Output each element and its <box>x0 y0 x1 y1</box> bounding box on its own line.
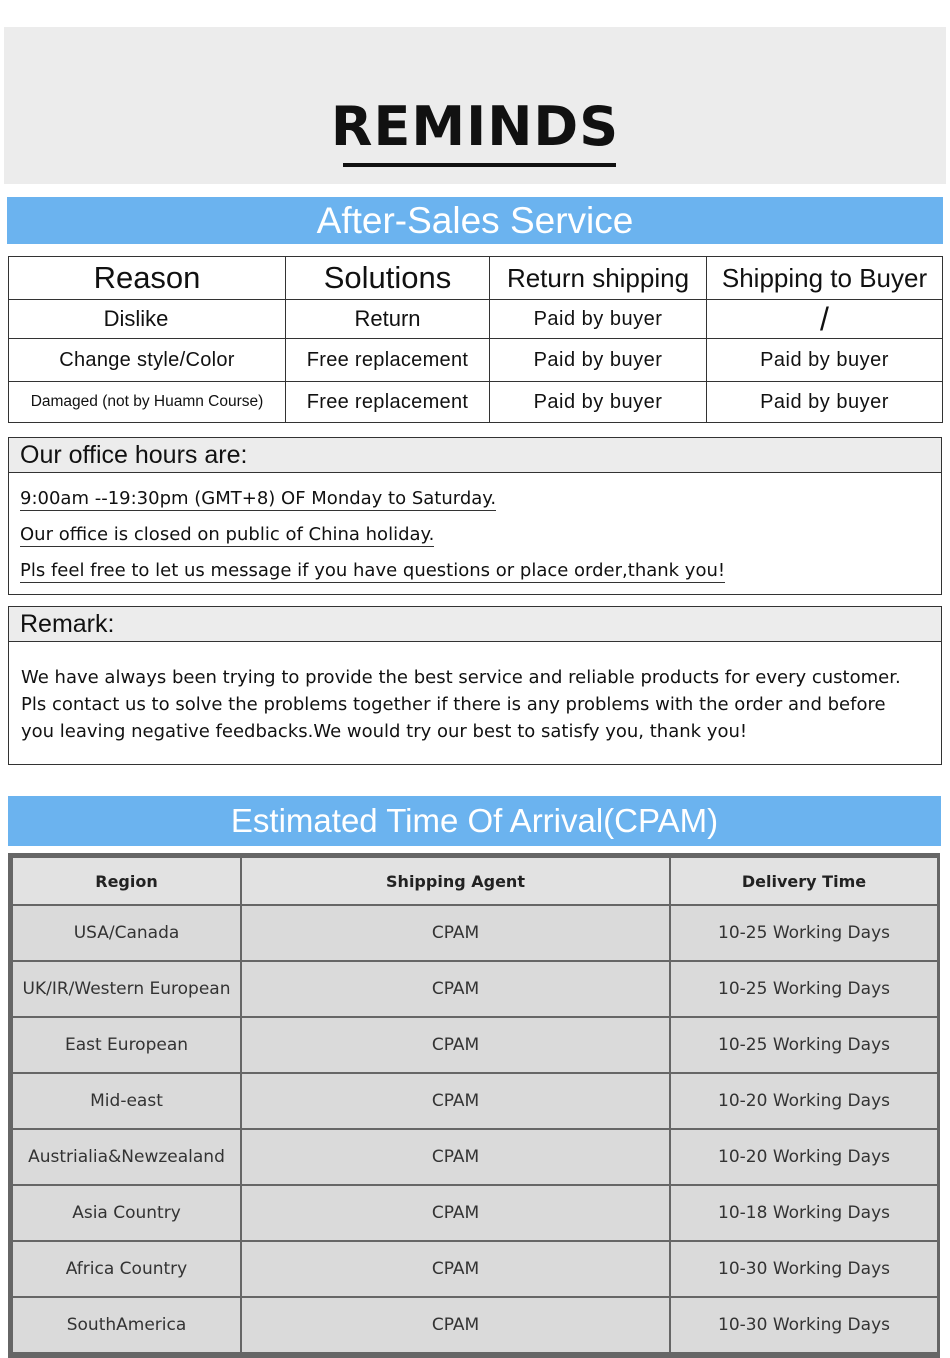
cell-region: Asia Country <box>12 1185 241 1241</box>
cell-region: SouthAmerica <box>12 1297 241 1353</box>
cell-return-shipping: Paid by buyer <box>490 300 707 339</box>
cell-region: UK/IR/Western European <box>12 961 241 1017</box>
table-row <box>9 300 943 339</box>
eta-title: Estimated Time Of Arrival(CPAM) <box>8 796 941 846</box>
remark-line: Pls contact us to solve the problems together if there is any problems with the order and before <box>21 694 886 715</box>
table-row <box>12 905 938 961</box>
header-reason: Reason <box>9 257 286 300</box>
cell-agent: CPAM <box>241 1241 670 1297</box>
cell-delivery: 10-30 Working Days <box>670 1297 938 1353</box>
banner-underline <box>343 163 616 167</box>
remark-box <box>8 606 942 765</box>
table-row <box>12 1241 938 1297</box>
office-hours-line: Pls feel free to let us message if you have questions or place order,thank you! <box>20 560 726 581</box>
cell-shipping-to-buyer: Paid by buyer <box>707 339 943 382</box>
cell-solution: Free replacement <box>286 339 490 382</box>
cell-delivery: 10-18 Working Days <box>670 1185 938 1241</box>
after-sales-title: After-Sales Service <box>7 197 943 244</box>
cell-reason: Change style/Color <box>9 339 286 382</box>
cell-region: Mid-east <box>12 1073 241 1129</box>
cell-shipping-to-buyer: Paid by buyer <box>707 382 943 423</box>
office-hours-line: Our office is closed on public of China holiday. <box>20 524 435 545</box>
cell-delivery: 10-25 Working Days <box>670 905 938 961</box>
cell-delivery: 10-25 Working Days <box>670 961 938 1017</box>
table-row <box>12 1185 938 1241</box>
cell-reason: Dislike <box>9 300 286 339</box>
eta-table <box>11 856 939 1354</box>
office-hours-line: 9:00am --19:30pm (GMT+8) OF Monday to Saturday. <box>20 488 497 509</box>
reminds-banner <box>4 27 946 184</box>
table-row <box>12 1017 938 1073</box>
remark-text <box>9 642 941 745</box>
cell-delivery: 10-20 Working Days <box>670 1129 938 1185</box>
cell-return-shipping: Paid by buyer <box>490 382 707 423</box>
header-region: Region <box>12 857 241 905</box>
cell-agent: CPAM <box>241 1129 670 1185</box>
cell-agent: CPAM <box>241 1185 670 1241</box>
eta-header-row <box>12 857 938 905</box>
table-row <box>9 382 943 423</box>
remark-line: We have always been trying to provide the best service and reliable products for every customer. <box>21 667 901 688</box>
cell-return-shipping: Paid by buyer <box>490 339 707 382</box>
cell-agent: CPAM <box>241 961 670 1017</box>
header-solutions: Solutions <box>286 257 490 300</box>
cell-agent: CPAM <box>241 905 670 961</box>
remark-line: you leaving negative feedbacks.We would try our best to satisfy you, thank you! <box>21 721 748 742</box>
after-sales-table <box>8 256 943 423</box>
header-delivery-time: Delivery Time <box>670 857 938 905</box>
cell-delivery: 10-30 Working Days <box>670 1241 938 1297</box>
office-hours-lines <box>9 473 941 597</box>
cell-delivery: 10-25 Working Days <box>670 1017 938 1073</box>
cell-solution: Return <box>286 300 490 339</box>
banner-title: REMINDS <box>330 95 620 158</box>
cell-delivery: 10-20 Working Days <box>670 1073 938 1129</box>
cell-region: USA/Canada <box>12 905 241 961</box>
cell-region: Austrialia&Newzealand <box>12 1129 241 1185</box>
table-row <box>12 1297 938 1353</box>
table-row <box>9 339 943 382</box>
cell-agent: CPAM <box>241 1297 670 1353</box>
eta-table-frame <box>8 853 940 1358</box>
remark-title: Remark: <box>9 607 941 642</box>
header-return-shipping: Return shipping <box>490 257 707 300</box>
cell-agent: CPAM <box>241 1017 670 1073</box>
cell-agent: CPAM <box>241 1073 670 1129</box>
after-sales-header-row <box>9 257 943 300</box>
table-row <box>12 1073 938 1129</box>
office-hours-title: Our office hours are: <box>9 438 941 473</box>
cell-shipping-to-buyer: / <box>707 300 943 339</box>
cell-region: East European <box>12 1017 241 1073</box>
table-row <box>12 961 938 1017</box>
header-shipping-agent: Shipping Agent <box>241 857 670 905</box>
cell-reason: Damaged (not by Huamn Course) <box>9 382 286 423</box>
office-hours-box <box>8 437 942 595</box>
header-shipping-to-buyer: Shipping to Buyer <box>707 257 943 300</box>
table-row <box>12 1129 938 1185</box>
cell-solution: Free replacement <box>286 382 490 423</box>
cell-region: Africa Country <box>12 1241 241 1297</box>
